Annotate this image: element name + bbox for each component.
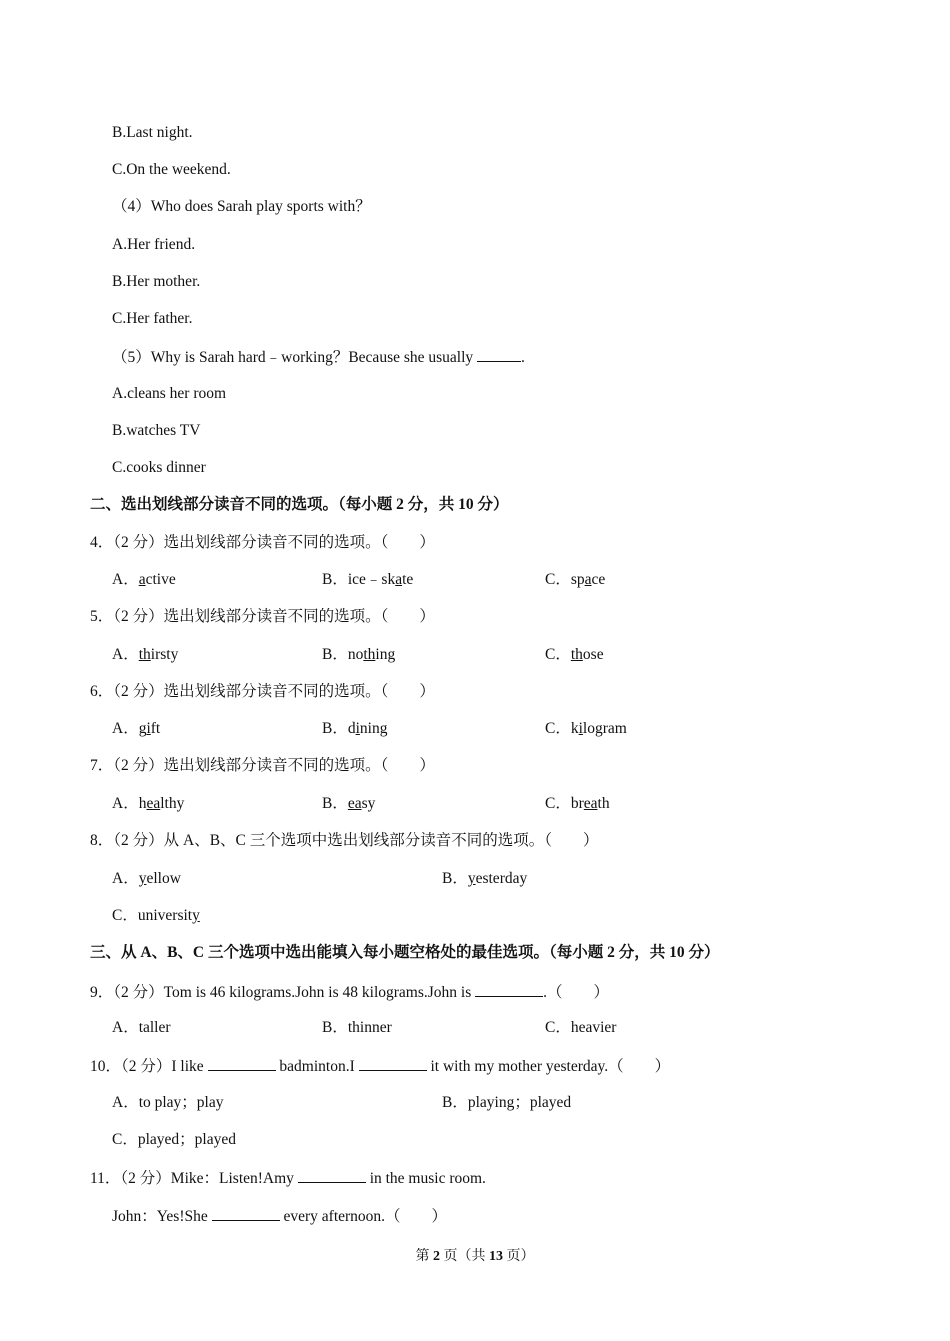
option-b: B．thinner bbox=[322, 1019, 392, 1036]
option-c: C．university bbox=[112, 907, 200, 924]
answer-blank bbox=[359, 1055, 427, 1071]
answer-blank bbox=[212, 1205, 280, 1221]
option-b: B.watches TV bbox=[112, 422, 201, 439]
option-a: A.Her friend. bbox=[112, 236, 196, 253]
question-stem: 5．（2 分）选出划线部分读音不同的选项。（ ） bbox=[90, 608, 435, 625]
option-b: B.Her mother. bbox=[112, 273, 201, 290]
option-b: B．playing；played bbox=[442, 1094, 572, 1111]
answer-blank bbox=[208, 1055, 276, 1071]
option-a: A．to play；play bbox=[112, 1094, 224, 1111]
option-a: A．thirsty bbox=[112, 646, 179, 663]
option-c: C．played；played bbox=[112, 1131, 236, 1148]
option-a: A．healthy bbox=[112, 795, 185, 812]
option-b: B．dining bbox=[322, 720, 388, 737]
question-stem: （4）Who does Sarah play sports with？ bbox=[112, 198, 371, 215]
option-c: C．breath bbox=[545, 795, 610, 812]
option-c: C．those bbox=[545, 646, 604, 663]
question-stem: 10．（2 分）I like badminton.I it with my mother yesterday.（ ） bbox=[90, 1055, 670, 1077]
option-b: B．nothing bbox=[322, 646, 396, 663]
question-stem: 6．（2 分）选出划线部分读音不同的选项。（ ） bbox=[90, 683, 435, 700]
option-b: B．yesterday bbox=[442, 870, 528, 887]
question-stem: （5）Why is Sarah hard﹣working？Because she usually . bbox=[112, 346, 525, 368]
question-stem: 11．（2 分）Mike：Listen!Amy in the music room. bbox=[90, 1167, 486, 1189]
option-c: C．kilogram bbox=[545, 720, 627, 737]
question-stem: 8．（2 分）从 A、B、C 三个选项中选出划线部分读音不同的选项。（ ） bbox=[90, 832, 599, 849]
question-stem: 9．（2 分）Tom is 46 kilograms.John is 48 kilograms.John is .（ ） bbox=[90, 981, 609, 1003]
question-stem-line2: John：Yes!She every afternoon.（ ） bbox=[112, 1205, 447, 1227]
page-footer: 第 2 页（共 13 页） bbox=[415, 1249, 535, 1264]
option-a: A.cleans her room bbox=[112, 385, 227, 402]
option-c: C．heavier bbox=[545, 1019, 617, 1036]
section-heading: 三、从 A、B、C 三个选项中选出能填入每小题空格处的最佳选项。（每小题 2 分，共 10 分） bbox=[90, 944, 720, 961]
option-c: C.Her father. bbox=[112, 310, 193, 327]
answer-blank bbox=[477, 346, 521, 362]
option-c: C.On the weekend. bbox=[112, 161, 231, 178]
option-c: C.cooks dinner bbox=[112, 459, 206, 476]
answer-blank bbox=[475, 981, 543, 997]
question-stem: 7．（2 分）选出划线部分读音不同的选项。（ ） bbox=[90, 757, 435, 774]
option-a: A．gift bbox=[112, 720, 161, 737]
option-b: B．easy bbox=[322, 795, 376, 812]
question-stem: 4．（2 分）选出划线部分读音不同的选项。（ ） bbox=[90, 534, 435, 551]
option-b: B.Last night. bbox=[112, 124, 193, 141]
section-heading: 二、选出划线部分读音不同的选项。（每小题 2 分，共 10 分） bbox=[90, 496, 509, 513]
option-a: A．active bbox=[112, 571, 176, 588]
option-a: A．taller bbox=[112, 1019, 171, 1036]
option-a: A．yellow bbox=[112, 870, 181, 887]
option-c: C．space bbox=[545, 571, 606, 588]
option-b: B．ice﹣skate bbox=[322, 571, 414, 588]
answer-blank bbox=[298, 1167, 366, 1183]
